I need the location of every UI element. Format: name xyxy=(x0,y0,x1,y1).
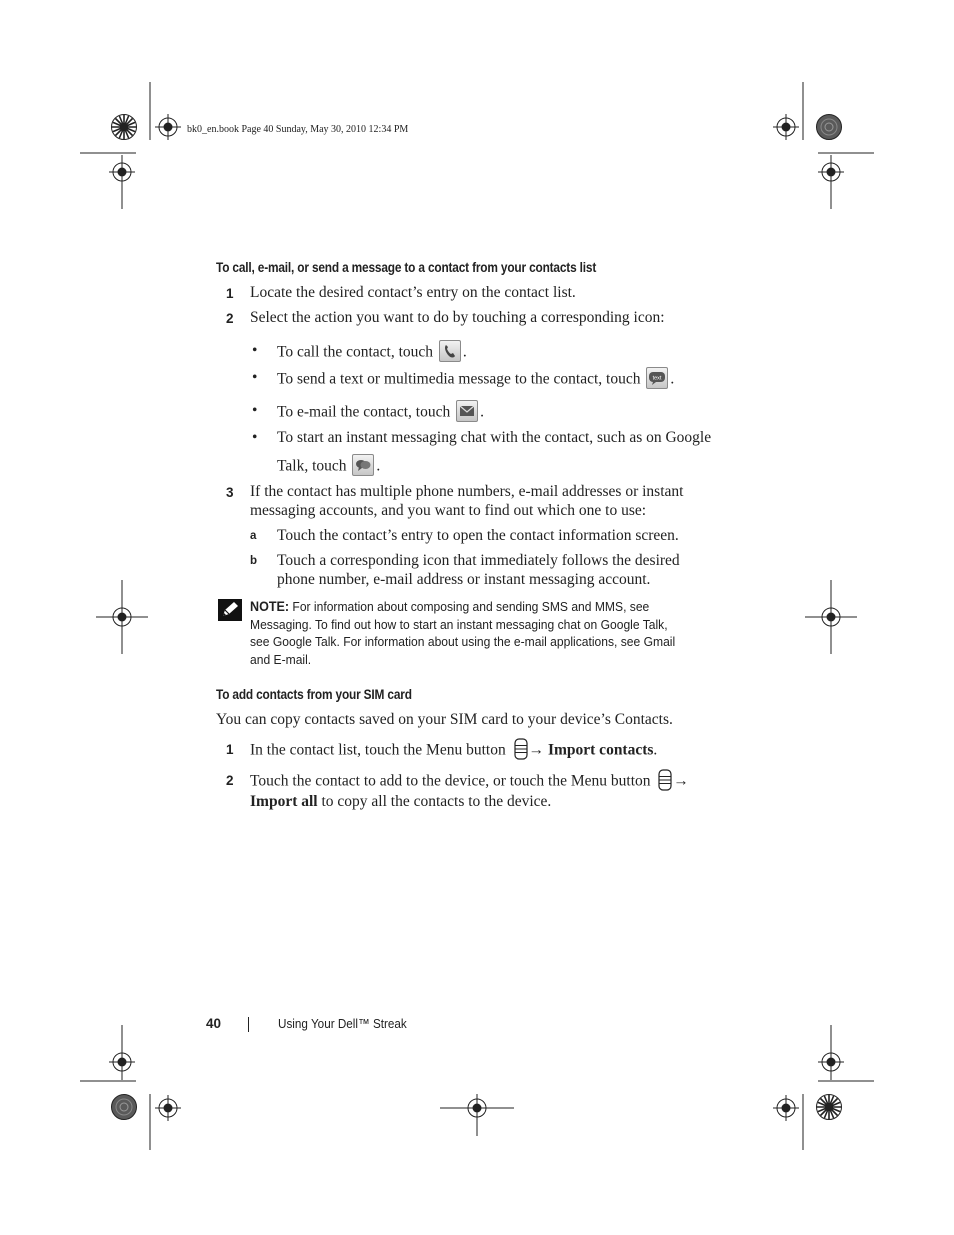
period: . xyxy=(670,370,675,388)
bullet-mark: • xyxy=(252,429,258,446)
step-text: If the contact has multiple phone numbers, e-mail addresses or instant xyxy=(250,483,684,500)
section-intro: You can copy contacts saved on your SIM card to your device’s Contacts. xyxy=(216,711,673,728)
step-import-contacts xyxy=(250,740,657,762)
arrow: → xyxy=(528,741,545,759)
text-message-icon xyxy=(646,367,668,389)
bullet-text: To e-mail the contact, touch xyxy=(277,403,451,421)
sub-step-label: b xyxy=(250,555,258,567)
note-label: NOTE: xyxy=(250,599,290,614)
bullet-text: To send a text or multimedia message to the contact, touch xyxy=(277,370,641,388)
bullet-chat-line2 xyxy=(277,456,380,478)
phone-icon xyxy=(439,340,461,362)
bullet-mark: • xyxy=(252,402,258,419)
bullet-mark: • xyxy=(252,342,258,359)
sub-step-label: a xyxy=(250,530,257,542)
note-block xyxy=(250,598,687,668)
bullet-text: Talk, touch xyxy=(277,457,347,475)
step-text: messaging accounts, and you want to find out which one to use: xyxy=(250,502,647,519)
step-text: Locate the desired contact’s entry on the contact list. xyxy=(250,284,576,301)
step-number: 2 xyxy=(226,311,234,326)
period: . xyxy=(480,403,484,421)
step-number: 1 xyxy=(226,286,234,301)
page-number: 40 xyxy=(206,1016,222,1031)
bullet-chat-line1: To start an instant messaging chat with the contact, such as on Google xyxy=(277,429,712,446)
note-text: Messaging. To find out how to start an instant messaging chat on Google Talk, xyxy=(250,616,668,632)
period: . xyxy=(462,343,467,361)
menu-command: Import contacts xyxy=(547,741,654,759)
period: . xyxy=(653,741,658,759)
menu-button-icon xyxy=(514,738,528,760)
menu-button-icon xyxy=(658,769,672,791)
step-text: to copy all the contacts to the device. xyxy=(317,793,552,810)
bullet-mark: • xyxy=(252,369,258,386)
note-text: and E-mail. xyxy=(250,651,312,667)
running-footer-title: Using Your Dell™ Streak xyxy=(278,1016,407,1031)
sub-step-text: Touch a corresponding icon that immediately follows the desired xyxy=(277,552,680,569)
sub-step-text: Touch the contact’s entry to open the contact information screen. xyxy=(277,527,679,544)
bullet-email xyxy=(277,402,484,424)
step-text: In the contact list, touch the Menu button xyxy=(250,741,506,759)
note-text: see Google Talk. For information about using the e-mail applications, see Gmail xyxy=(250,634,676,649)
note-text: For information about composing and sending SMS and MMS, see xyxy=(292,599,650,614)
footer-divider xyxy=(248,1017,249,1032)
bullet-text: To call the contact, touch xyxy=(277,343,434,361)
menu-command: Import all xyxy=(250,793,318,810)
step-number: 3 xyxy=(226,485,234,500)
chat-bubble-icon xyxy=(352,454,374,476)
book-header: bk0_en.book Page 40 Sunday, May 30, 2010 12:34 PM xyxy=(187,124,409,135)
arrow: → xyxy=(673,772,689,790)
section-heading-sim-card: To add contacts from your SIM card xyxy=(216,687,412,702)
step-number: 1 xyxy=(226,742,234,757)
step-import-all-line2 xyxy=(250,793,551,811)
envelope-icon xyxy=(456,400,478,422)
sub-step-text: phone number, e-mail address or instant messaging account. xyxy=(277,571,651,588)
pencil-note-icon xyxy=(218,599,242,621)
step-text: Select the action you want to do by touching a corresponding icon: xyxy=(250,309,665,326)
section-heading-contact-actions: To call, e-mail, or send a message to a contact from your contacts list xyxy=(216,260,597,275)
bullet-call xyxy=(277,342,467,364)
step-number: 2 xyxy=(226,773,234,788)
bullet-text-message xyxy=(277,369,674,391)
step-text: Touch the contact to add to the device, or touch the Menu button xyxy=(250,772,651,790)
step-import-all-line1 xyxy=(250,771,689,793)
period: . xyxy=(376,457,381,475)
svg-text:text: text xyxy=(652,375,662,382)
